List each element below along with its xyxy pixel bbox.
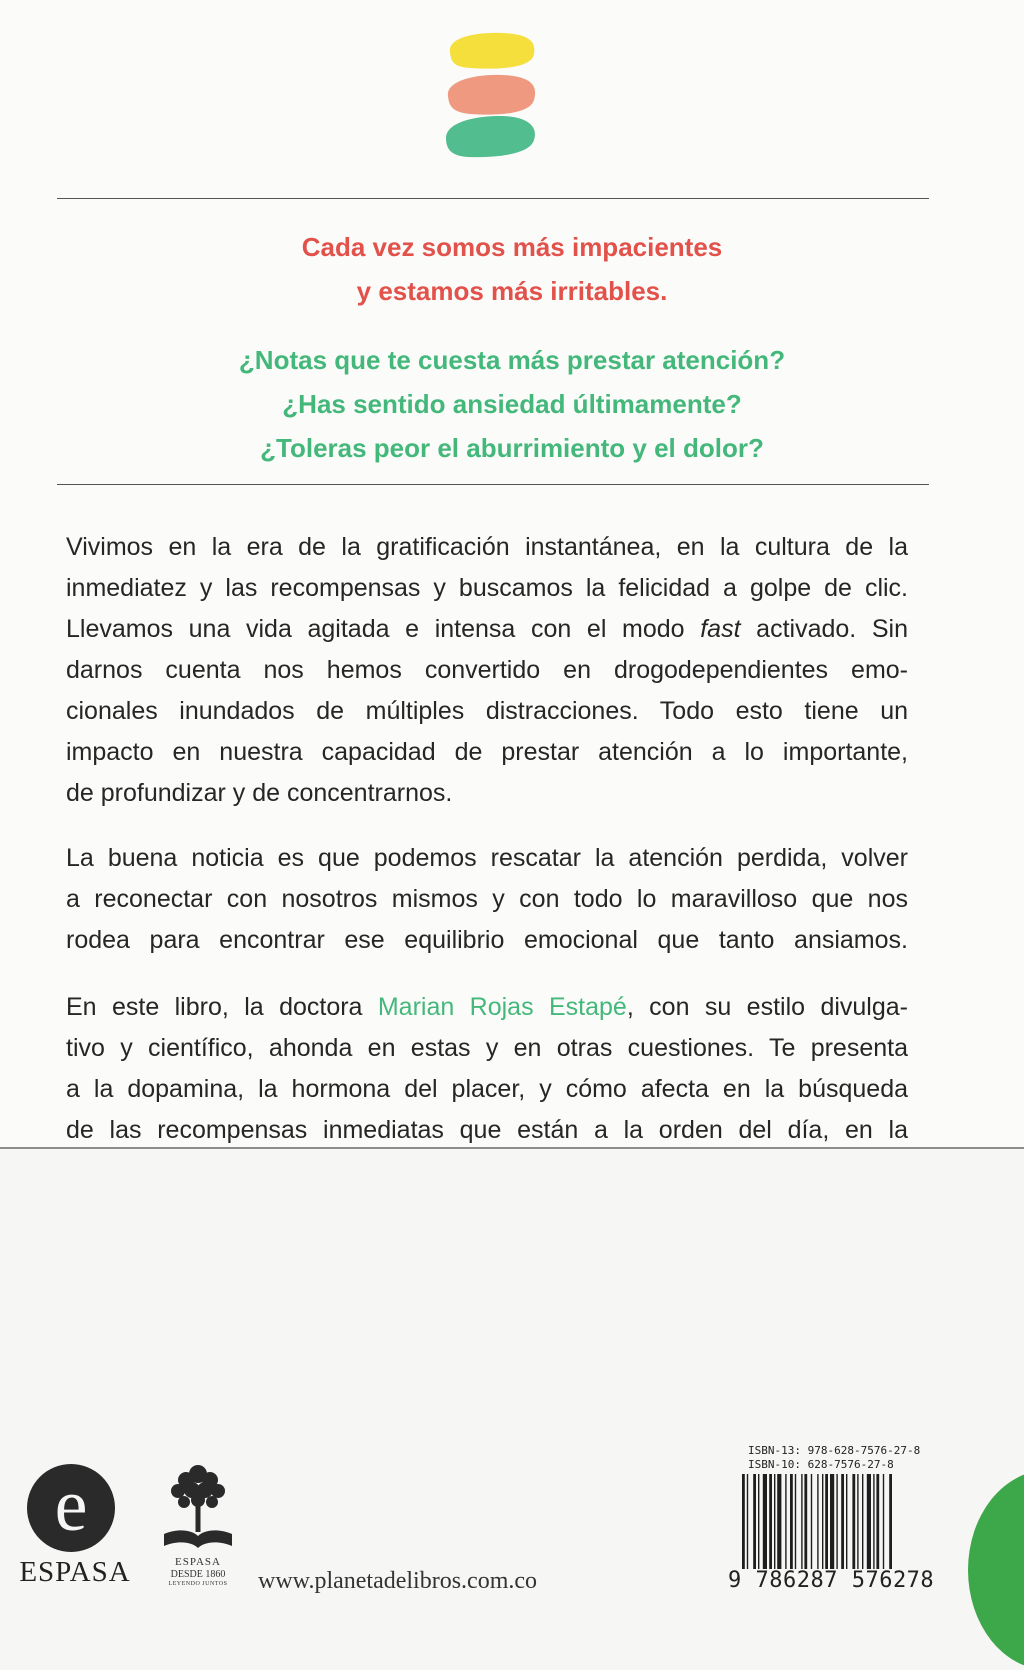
question-line: ¿Toleras peor el aburrimiento y el dolor? — [260, 433, 764, 463]
website-link[interactable]: www.planetadelibros.com.co — [258, 1568, 538, 1594]
espasa-wordmark: ESPASA — [19, 1556, 131, 1588]
paragraph-3 — [66, 987, 908, 1151]
text-line: de profundizar y de concentrarnos. — [66, 779, 453, 807]
tagline-questions — [0, 338, 1024, 470]
barcode-digits: 9 786287 576278 — [728, 1568, 935, 1593]
author-name: Marian Rojas Estapé — [377, 993, 627, 1021]
tree-logo-motto: LEYENDO JUNTOS — [168, 1581, 228, 1587]
paragraph-2 — [66, 838, 908, 961]
espasa-logo — [10, 1460, 140, 1590]
text-line: En este libro, la doctora Marian Rojas Estapé, con su estilo divulga- — [66, 993, 908, 1021]
tree-logo-name: ESPASA — [175, 1556, 221, 1568]
tagline-red-line: Cada vez somos más impacientes — [301, 232, 723, 262]
question-line: ¿Has sentido ansiedad últimamente? — [282, 389, 742, 419]
stacked-blobs-logo — [440, 30, 550, 165]
teal-blob — [446, 116, 535, 157]
paragraph-1 — [66, 527, 908, 814]
tree-book-icon — [158, 1456, 238, 1556]
question-line: ¿Notas que te cuesta más prestar atención? — [238, 345, 786, 375]
tagline-red — [0, 225, 1024, 313]
text-line: a reconectar con nosotros mismos y con todo lo maravilloso que nos — [66, 885, 908, 913]
text-line: tivo y científico, ahonda en estas y en otras cuestiones. Te presenta — [66, 1034, 908, 1062]
tagline-red-line: y estamos más irritables. — [356, 276, 668, 306]
text-line: cionales inundados de múltiples distracciones. Todo esto tiene un — [66, 697, 908, 725]
isbn-10: ISBN-10: 628-7576-27-8 — [748, 1458, 894, 1471]
text-line: La buena noticia es que podemos rescatar la atención perdida, volver — [66, 844, 908, 872]
text-line: rodea para encontrar ese equilibrio emocional que tanto ansiamos. — [66, 926, 908, 954]
text-line: de las recompensas inmediatas que están a la orden del día, en la — [66, 1116, 908, 1144]
isbn-13: ISBN-13: 978-628-7576-27-8 — [748, 1444, 921, 1457]
text-line: impacto en nuestra capacidad de prestar atención a lo importante, — [66, 738, 908, 766]
text-line: a la dopamina, la hormona del placer, y cómo afecta en la búsqueda — [66, 1075, 908, 1103]
text-line: Llevamos una vida agitada e intensa con el modo fast activado. Sin — [66, 615, 908, 643]
top-divider — [57, 198, 929, 199]
text-line: inmediatez y las recompensas y buscamos la felicidad a golpe de clic. — [66, 574, 908, 602]
barcode — [740, 1474, 940, 1569]
text-line: darnos cuenta nos hemos convertido en drogodependientes emo- — [66, 656, 908, 684]
tree-logo-since: DESDE 1860 — [170, 1569, 226, 1580]
text-line: Vivimos en la era de la gratificación instantánea, en la cultura de la — [66, 533, 908, 561]
middle-divider — [57, 484, 929, 485]
salmon-blob — [448, 75, 535, 115]
espasa-e-icon: e — [27, 1464, 115, 1552]
italic-term: fast — [700, 615, 741, 643]
espasa-tree-logo — [158, 1456, 238, 1596]
yellow-blob — [450, 33, 534, 69]
